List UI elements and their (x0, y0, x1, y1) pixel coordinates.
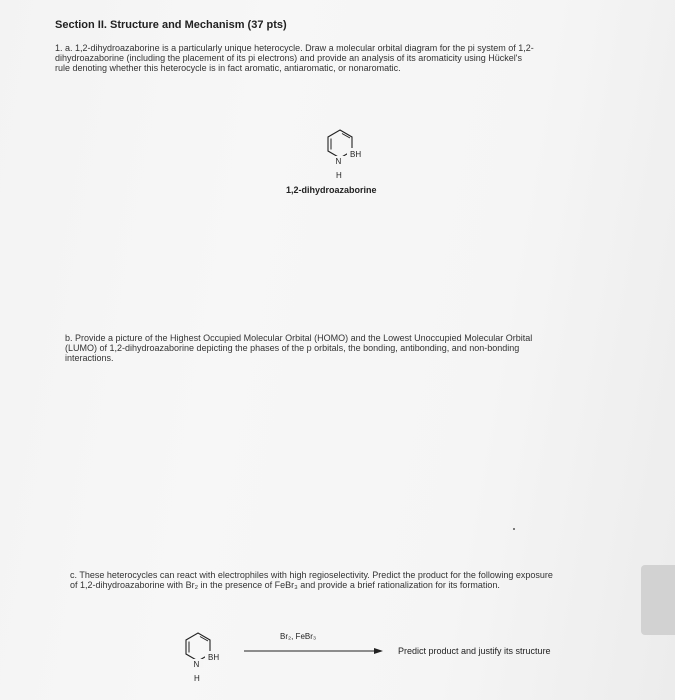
question-1b-line: (LUMO) of 1,2-dihydroazaborine depicting the phases of the p orbitals, the bonding, antibonding, and non-bonding (65, 343, 520, 353)
page-shadow (641, 565, 675, 635)
reaction-instruction: Predict product and justify its structure (398, 646, 551, 656)
hydrogen-label: H (336, 171, 342, 180)
molecule-name: 1,2-dihydroazaborine (286, 185, 377, 195)
question-1c-text (70, 570, 553, 590)
question-1b-text (65, 333, 532, 363)
pen-mark (513, 528, 515, 530)
boron-label: BH (208, 653, 220, 662)
section-title: Section II. Structure and Mechanism (37 pts) (55, 19, 287, 31)
question-1c-line: c. These heterocycles can react with electrophiles with high regioselectivity. Predict the product for the following exposure (70, 570, 553, 580)
question-1c-line: of 1,2-dihydroazaborine with Br₂ in the presence of FeBr₃ and provide a brief rationalization for its formation. (70, 580, 500, 590)
azaborine-structure-1 (320, 124, 380, 186)
question-1a-line: dihydroazaborine (including the placement of its pi electrons) and provide an analysis of its aromaticity using Hückel's (55, 53, 522, 63)
question-1b-line: interactions. (65, 353, 114, 363)
question-1b-line: b. Provide a picture of the Highest Occupied Molecular Orbital (HOMO) and the Lowest Unoccupied Molecular Orbital (65, 333, 533, 343)
nitrogen-label: N (193, 660, 200, 669)
question-1a-text (55, 43, 534, 73)
nitrogen-label: N (335, 157, 342, 166)
reaction-reagents: Br₂, FeBr₃ (280, 632, 317, 641)
question-1a-line: rule denoting whether this heterocycle is in fact aromatic, antiaromatic, or nonaromatic. (55, 63, 401, 73)
boron-label: BH (350, 150, 362, 159)
hydrogen-label: H (194, 674, 200, 683)
question-1a-line: 1. a. 1,2-dihydroazaborine is a particularly unique heterocycle. Draw a molecular orbital diagram for the pi system of 1,2- (55, 43, 534, 53)
azaborine-structure-2 (178, 627, 240, 689)
reaction-arrow (244, 646, 384, 656)
